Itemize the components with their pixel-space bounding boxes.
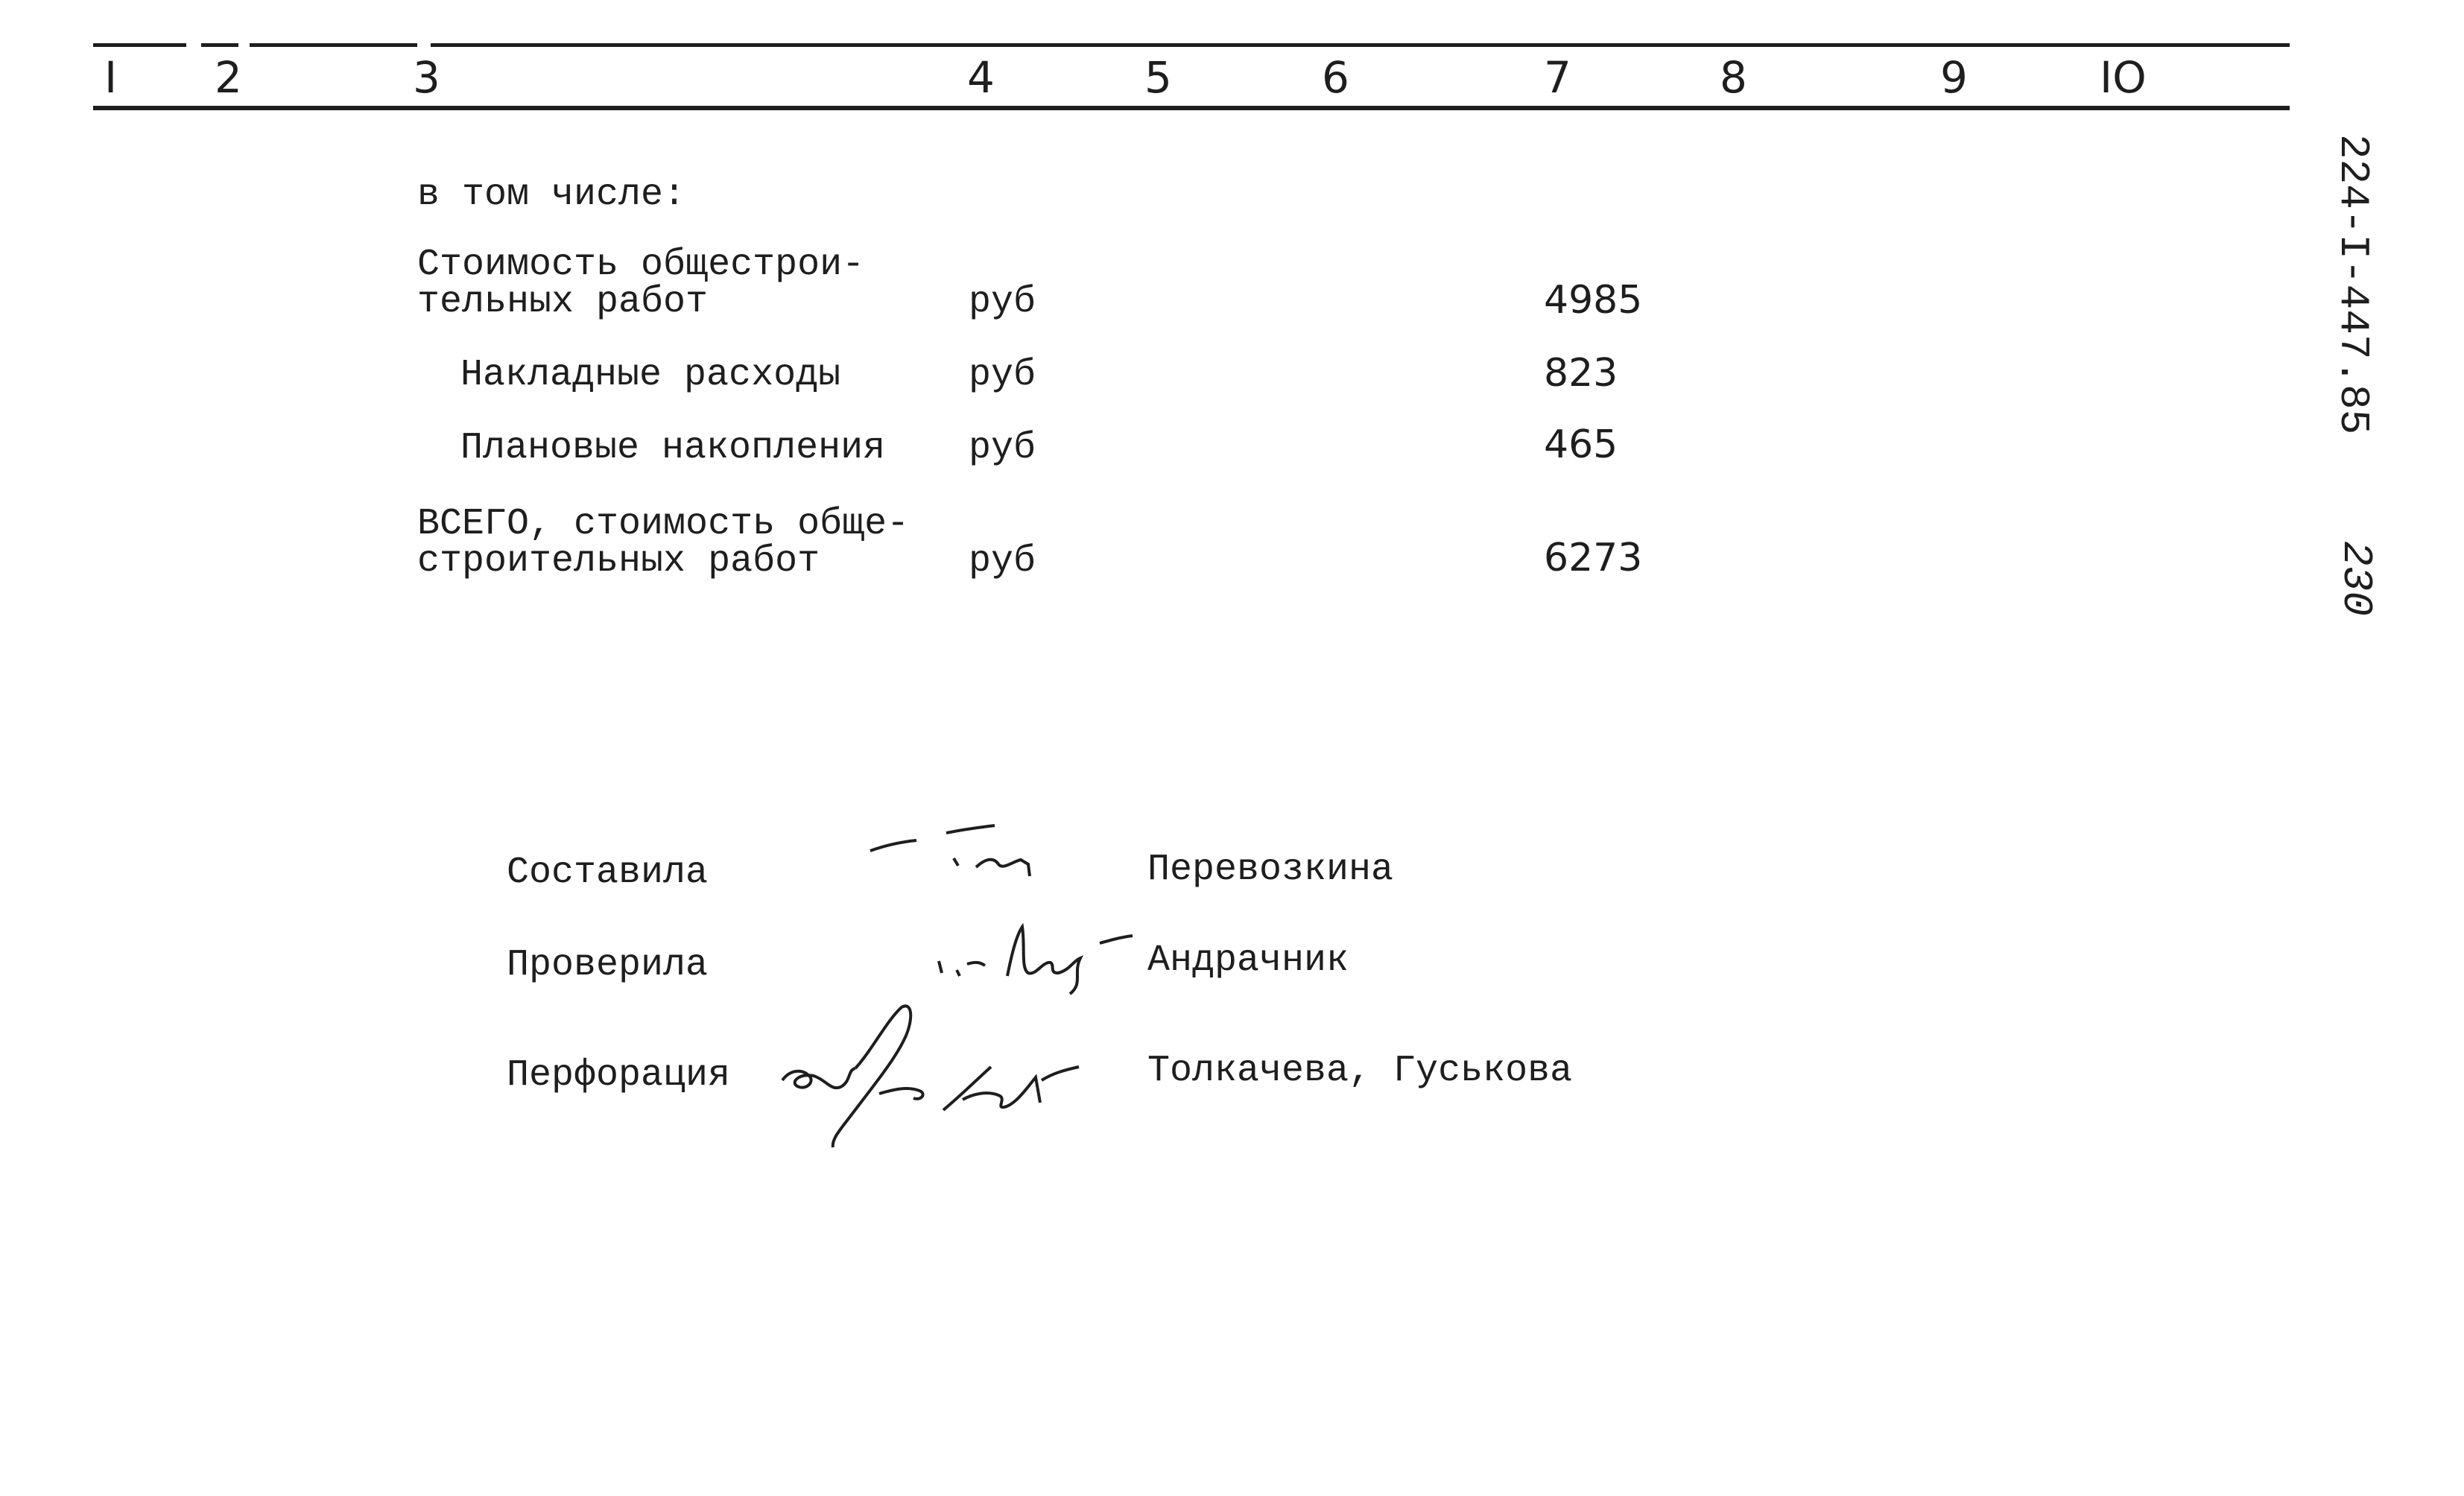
row-label: Накладные расходы xyxy=(460,354,841,396)
signature-name: Андрачник xyxy=(1147,939,1349,982)
column-number: 7 xyxy=(1544,52,1571,103)
row-value: 823 xyxy=(1544,351,1618,396)
row-label-line1: Стоимость общестрои- xyxy=(417,244,865,286)
column-number: 6 xyxy=(1322,52,1349,103)
rule-gap xyxy=(417,42,431,48)
rule-gap xyxy=(238,42,250,48)
row-unit: руб xyxy=(969,281,1036,323)
row-label-line2: тельных работ xyxy=(417,281,709,323)
rule-gap xyxy=(186,42,201,48)
row-value: 6273 xyxy=(1544,536,1643,580)
column-number: 4 xyxy=(967,52,995,103)
signature-name: Толкачева, Гуськова xyxy=(1147,1050,1573,1092)
handwritten-signature xyxy=(864,812,1058,887)
column-number: I xyxy=(104,52,118,103)
signature-role: Перфорация xyxy=(507,1054,731,1097)
document-code: 224-I-447.85 xyxy=(2329,134,2377,435)
column-number: IO xyxy=(2100,52,2147,103)
column-number: 5 xyxy=(1144,52,1172,103)
row-value: 4985 xyxy=(1544,278,1643,323)
handwritten-signature xyxy=(767,998,1088,1155)
header-bottom-rule xyxy=(93,106,2290,110)
row-unit: руб xyxy=(969,427,1036,469)
row-value: 465 xyxy=(1544,422,1618,467)
signature-role: Проверила xyxy=(507,944,709,986)
row-label-line1: ВСЕГО, стоимость обще- xyxy=(417,503,910,545)
section-intro: в том числе: xyxy=(417,174,686,216)
column-number: 2 xyxy=(215,52,242,103)
handwritten-signature xyxy=(924,901,1140,998)
row-label-line2: строительных работ xyxy=(417,540,820,583)
page-number: 230 xyxy=(2332,541,2380,616)
column-number: 3 xyxy=(413,52,440,103)
column-number: 9 xyxy=(1940,52,1968,103)
row-unit: руб xyxy=(969,540,1036,583)
row-unit: руб xyxy=(969,354,1036,396)
column-number: 8 xyxy=(1720,52,1747,103)
row-label: Плановые накопления xyxy=(460,427,886,469)
signature-name: Перевозкина xyxy=(1147,849,1394,891)
signature-role: Составила xyxy=(507,852,709,894)
